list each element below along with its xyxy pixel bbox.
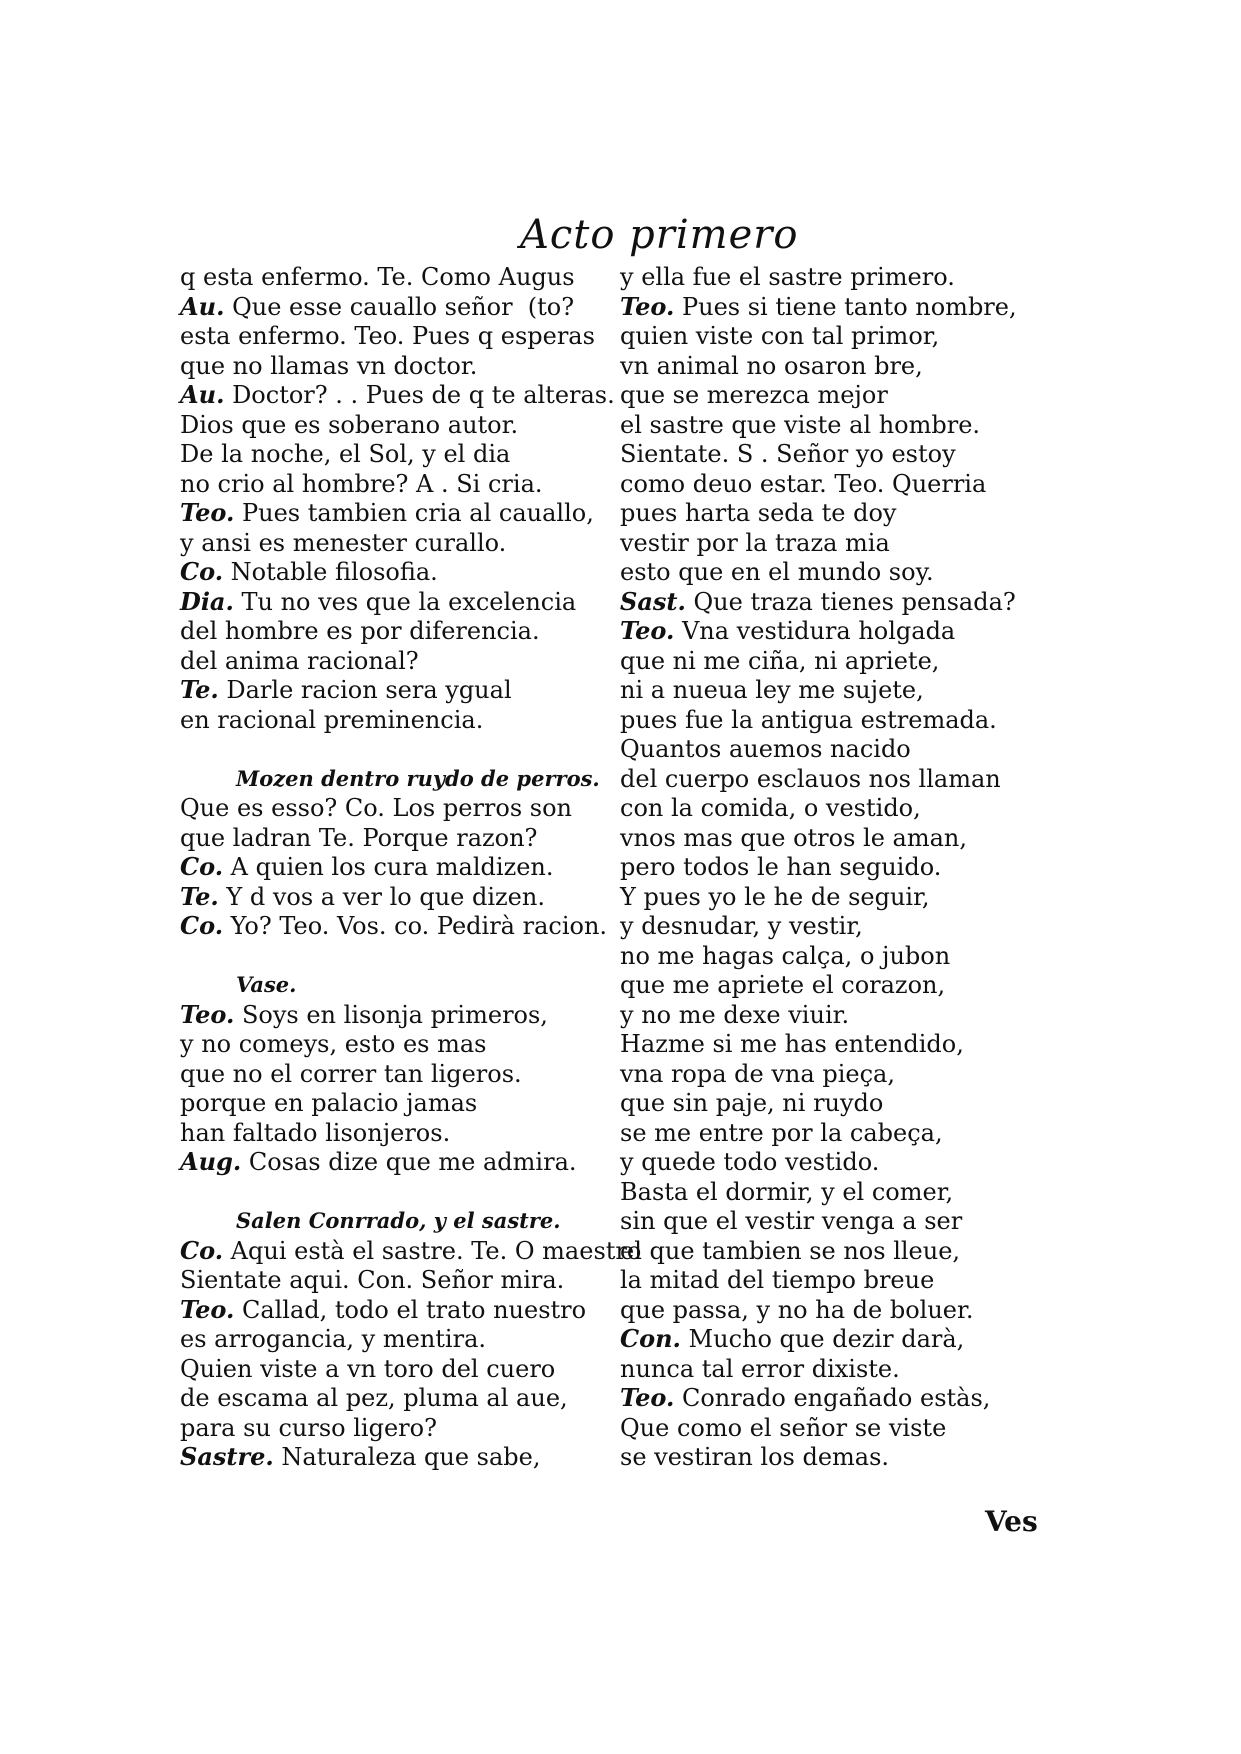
verse-line <box>180 911 620 941</box>
verse-text: Callad, todo el trato nuestro <box>234 1295 587 1324</box>
verse-text: Que traza tienes pensada? <box>685 587 1016 616</box>
verse-text: y ansi es menester curallo. <box>180 528 507 557</box>
verse-text: no crio al hombre? A . Si cria. <box>180 469 543 498</box>
verse-line <box>180 557 620 587</box>
verse-line <box>180 587 620 617</box>
verse-text: han faltado lisonjeros. <box>180 1118 451 1147</box>
speaker-tag: Teo. <box>180 999 235 1029</box>
speaker-tag: Te. <box>180 881 219 911</box>
speaker-tag: Au. <box>180 380 225 409</box>
verse-line <box>620 882 1060 912</box>
verse-text: del hombre es por diferencia. <box>180 617 540 645</box>
verse-line <box>620 1295 1060 1325</box>
verse-text: vestir por la traza mia <box>620 528 890 557</box>
speaker-tag: Teo. <box>180 1294 235 1324</box>
verse-line <box>620 1000 1060 1030</box>
verse-line <box>620 410 1060 440</box>
verse-line <box>180 616 620 646</box>
verse-line <box>180 852 620 882</box>
speaker-tag: Au. <box>180 291 225 321</box>
verse-text: Tu no ves que la excelencia <box>233 587 577 616</box>
verse-text: que sin paje, ni ruydo <box>620 1089 884 1117</box>
speaker-tag: Co. <box>180 1235 224 1265</box>
verse-line <box>620 941 1060 971</box>
speaker-tag: Co. <box>180 557 224 586</box>
verse-text: de escama al pez, pluma al aue, <box>180 1384 568 1412</box>
verse-line <box>620 1413 1060 1443</box>
verse-text: esta enfermo. Teo. Pues q esperas <box>180 322 595 350</box>
verse-line <box>620 1265 1060 1295</box>
verse-line <box>620 587 1060 617</box>
verse-text: pues harta seda te doy <box>620 499 897 527</box>
verse-text: vna ropa de vna pieça, <box>620 1059 895 1088</box>
verse-text: Conrado engañado estàs, <box>674 1384 991 1412</box>
verse-line <box>620 675 1060 705</box>
verse-text: porque en palacio jamas <box>180 1089 478 1117</box>
speaker-tag: Dia. <box>180 586 234 616</box>
verse-text: sin que el vestir venga a ser <box>620 1207 963 1235</box>
verse-line <box>620 380 1060 410</box>
verse-line <box>180 1000 620 1030</box>
verse-line <box>180 1147 620 1177</box>
verse-text: con la comida, o vestido, <box>620 794 921 822</box>
verse-line <box>180 410 620 440</box>
verse-text: Yo? Teo. Vos. co. Pedirà racion. <box>223 912 608 940</box>
verse-text: Darle racion sera ygual <box>218 676 512 704</box>
verse-line <box>180 469 620 499</box>
verse-line <box>620 557 1060 587</box>
verse-line <box>180 1265 620 1295</box>
verse-text: del anima racional? <box>180 646 419 675</box>
speaker-tag: Teo. <box>620 291 675 321</box>
verse-text: esto que en el mundo soy. <box>620 558 934 586</box>
verse-line <box>180 793 620 823</box>
verse-text: Vna vestidura holgada <box>674 617 956 645</box>
verse-text: pues fue la antigua estremada. <box>620 705 997 734</box>
verse-line <box>180 1059 620 1089</box>
right-column <box>620 262 1060 1472</box>
verse-text: para su curso ligero? <box>180 1413 437 1442</box>
verse-line <box>620 1383 1060 1413</box>
verse-text: Quien viste a vn toro del cuero <box>180 1354 556 1383</box>
speaker-tag: Aug. <box>180 1147 242 1176</box>
verse-line <box>620 498 1060 528</box>
verse-text: Que como el señor se viste <box>620 1413 947 1442</box>
verse-text: y ella fue el sastre primero. <box>620 263 955 291</box>
verse-text: Que esse cauallo señor (to? <box>224 292 575 321</box>
speaker-tag: Te. <box>180 675 219 704</box>
verse-line <box>180 705 620 735</box>
verse-text: quien viste con tal primor, <box>620 322 940 350</box>
verse-line <box>620 1059 1060 1089</box>
verse-line <box>180 1354 620 1384</box>
verse-line <box>180 1324 620 1354</box>
verse-text: Dios que es soberano autor. <box>180 410 519 439</box>
stage-direction: Mozen dentro ruydo de perros. <box>236 765 600 791</box>
verse-text: Basta el dormir, y el comer, <box>620 1177 954 1206</box>
verse-line <box>620 1088 1060 1118</box>
verse-text: el que tambien se nos lleue, <box>620 1236 961 1265</box>
verse-line <box>620 1029 1060 1059</box>
verse-text: Mucho que dezir darà, <box>680 1325 965 1353</box>
verse-text: y quede todo vestido. <box>620 1148 880 1176</box>
verse-line <box>620 793 1060 823</box>
verse-text: Y pues yo le he de seguir, <box>620 882 930 911</box>
verse-line <box>620 764 1060 794</box>
verse-text: Quantos auemos nacido <box>620 735 911 763</box>
verse-text: que me apriete el corazon, <box>620 971 946 999</box>
verse-text: el sastre que viste al hombre. <box>620 410 981 439</box>
verse-text: Doctor? . . Pues de q te alteras. <box>224 381 615 409</box>
verse-line <box>620 1206 1060 1236</box>
verse-line <box>620 646 1060 676</box>
verse-text: De la noche, el Sol, y el dia <box>180 440 511 468</box>
verse-line <box>180 1088 620 1118</box>
verse-line <box>180 262 620 292</box>
verse-text: Y d vos a ver lo que dizen. <box>218 882 545 911</box>
verse-line <box>620 734 1060 764</box>
verse-line <box>180 1118 620 1148</box>
verse-line <box>620 1354 1060 1384</box>
verse-text: q esta enfermo. Te. Como Augus <box>180 263 575 291</box>
verse-text: Pues si tiene tanto nombre, <box>674 292 1017 321</box>
stage-direction: Salen Conrrado, y el sastre. <box>236 1208 561 1233</box>
verse-text: Notable filosofia. <box>223 558 438 586</box>
verse-text: se vestiran los demas. <box>620 1443 890 1471</box>
verse-line <box>180 439 620 469</box>
verse-line <box>620 616 1060 646</box>
verse-line <box>180 321 620 351</box>
verse-line <box>180 823 620 853</box>
verse-line <box>620 439 1060 469</box>
verse-line <box>620 705 1060 735</box>
verse-line <box>180 1029 620 1059</box>
verse-text: que se merezca mejor <box>620 381 888 409</box>
verse-line <box>620 351 1060 381</box>
verse-text: que ni me ciña, ni apriete, <box>620 646 940 675</box>
verse-text: que no llamas vn doctor. <box>180 351 478 380</box>
verse-text: Que es esso? Co. Los perros son <box>180 794 573 822</box>
speaker-tag: Sastre. <box>180 1442 274 1471</box>
verse-line <box>620 1147 1060 1177</box>
verse-line <box>180 351 620 381</box>
verse-text: pero todos le han seguido. <box>620 853 942 881</box>
verse-text: y no comeys, esto es mas <box>180 1030 487 1058</box>
verse-line <box>620 1118 1060 1148</box>
verse-text: Sientate. S . Señor yo estoy <box>620 440 956 468</box>
verse-text: como deuo estar. Teo. Querria <box>620 469 987 498</box>
catchword: Ves <box>985 1505 1038 1538</box>
verse-text: que passa, y no ha de boluer. <box>620 1295 974 1324</box>
blank-line <box>180 734 620 764</box>
verse-text: que no el correr tan ligeros. <box>180 1059 522 1088</box>
verse-line <box>180 292 620 322</box>
verse-line <box>620 292 1060 322</box>
verse-line <box>180 1235 642 1266</box>
verse-text: la mitad del tiempo breue <box>620 1266 935 1294</box>
speaker-tag: Teo. <box>180 498 235 527</box>
verse-text: del cuerpo esclauos nos llaman <box>620 764 1001 793</box>
verse-text: A quien los cura maldizen. <box>223 853 554 881</box>
blank-line <box>180 941 620 971</box>
verse-text: Soys en lisonja primeros, <box>234 1000 548 1029</box>
verse-line <box>180 1442 620 1472</box>
verse-text: Cosas dize que me admira. <box>241 1148 577 1176</box>
verse-text: Pues tambien cria al cauallo, <box>234 499 594 527</box>
verse-line <box>180 646 620 676</box>
verse-line <box>620 528 1060 558</box>
verse-text: ni a nueua ley me sujete, <box>620 676 924 704</box>
verse-line <box>180 1413 620 1443</box>
verse-text: vn animal no osaron bre, <box>620 351 923 380</box>
verse-text: que ladran Te. Porque razon? <box>180 823 538 852</box>
verse-line <box>620 823 1060 853</box>
verse-line <box>620 262 1060 292</box>
verse-line <box>620 911 1060 941</box>
verse-line <box>180 882 620 912</box>
blank-line <box>180 1177 620 1207</box>
verse-text: se me entre por la cabeça, <box>620 1118 943 1147</box>
verse-line <box>620 970 1060 1000</box>
verse-line <box>180 380 620 410</box>
verse-text: y desnudar, y vestir, <box>620 912 863 940</box>
verse-line <box>620 852 1060 882</box>
verse-text: Hazme si me has entendido, <box>620 1030 964 1058</box>
verse-text: es arrogancia, y mentira. <box>180 1325 486 1353</box>
verse-text: Aqui està el sastre. Te. O maestro <box>223 1236 642 1265</box>
verse-text: Sientate aqui. Con. Señor mira. <box>180 1266 565 1294</box>
verse-line <box>620 469 1060 499</box>
verse-text: Naturaleza que sabe, <box>273 1443 541 1471</box>
speaker-tag: Sast. <box>620 586 686 616</box>
verse-line <box>180 498 620 528</box>
verse-line <box>180 1295 620 1325</box>
verse-line <box>180 675 620 705</box>
verse-text: vnos mas que otros le aman, <box>620 823 968 852</box>
verse-line <box>620 1324 1060 1354</box>
verse-line <box>620 1177 1060 1207</box>
verse-line <box>620 321 1060 351</box>
verse-text: y no me dexe viuir. <box>620 1000 850 1029</box>
speaker-tag: Teo. <box>620 616 675 645</box>
stage-direction: Vase. <box>236 972 297 997</box>
speaker-tag: Co. <box>180 852 224 881</box>
verse-line <box>620 1236 1060 1266</box>
verse-line <box>180 1383 620 1413</box>
left-column <box>180 262 642 1472</box>
verse-line <box>180 528 620 558</box>
verse-line <box>620 1442 1060 1472</box>
verse-text: en racional preminencia. <box>180 705 484 734</box>
speaker-tag: Teo. <box>620 1383 675 1412</box>
verse-text: nunca tal error dixiste. <box>620 1354 900 1383</box>
running-head: Acto primero <box>520 212 799 258</box>
speaker-tag: Co. <box>180 911 224 940</box>
speaker-tag: Con. <box>620 1324 681 1353</box>
verse-text: no me hagas calça, o jubon <box>620 941 951 970</box>
